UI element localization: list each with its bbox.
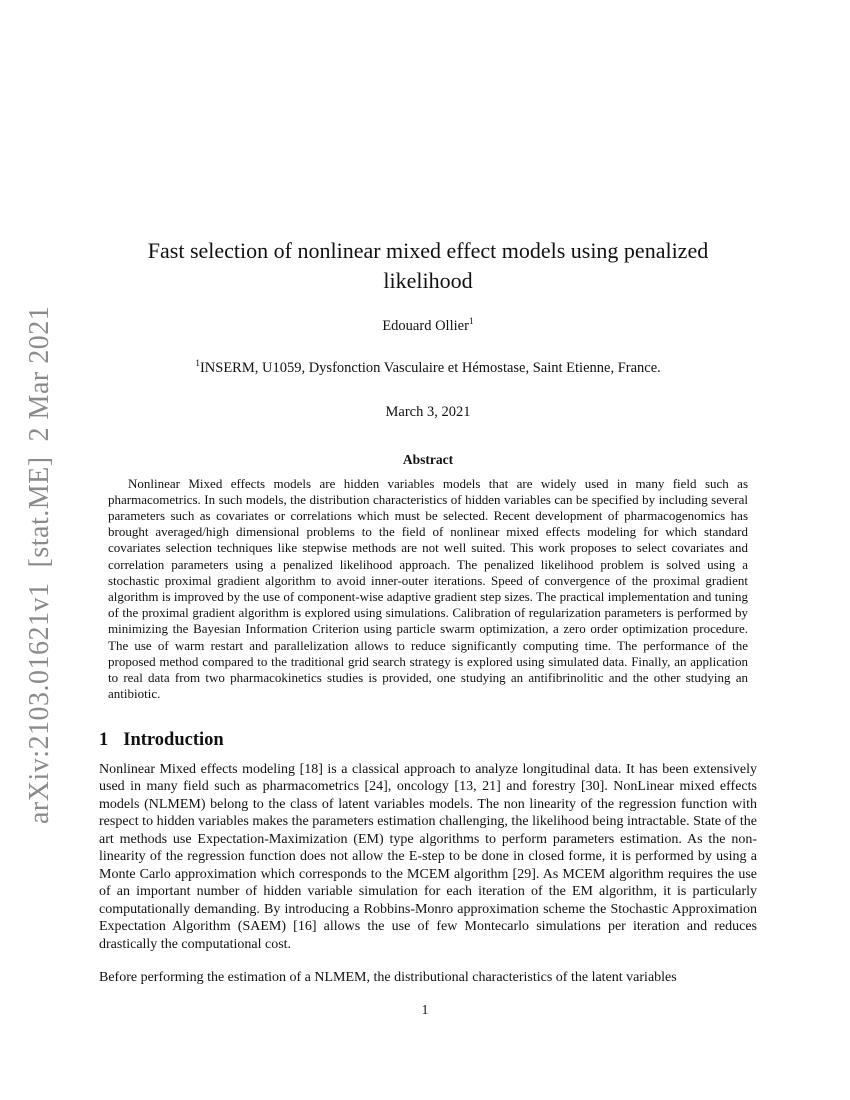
abstract-heading: Abstract [402, 451, 454, 467]
paper-title: Fast selection of nonlinear mixed effect models using penalized likelihood [147, 238, 709, 293]
section-heading [99, 728, 757, 752]
affiliation-line [99, 359, 757, 377]
affiliation-text: INSERM, U1059, Dysfonction Vasculaire et Hémostase, Saint Etienne, France. [199, 359, 661, 376]
section-number: 1 [99, 729, 109, 750]
date-line: March 3, 2021 [385, 403, 471, 420]
intro-paragraph-2: Before performing the estimation of a NLMEM, the distributional characteristics of the latent variables [99, 970, 677, 985]
author-name: Edouard Ollier [382, 317, 469, 334]
intro-paragraph-1: Nonlinear Mixed effects modeling [18] is a classical approach to analyze longitudinal data. It has been extensively used in many field such as pharmacometrics [24], oncology [13, 21] and forestry [30]. NonLinear mixed effects models (NLMEM) belong to the class of latent variables models. The non linearity of the regression function with respect to hidden variables makes the parameters estimation challenging, the likelihood being intractable. State of the art methods use Expectation-Maximization (EM) type algorithms to perform parameters estimation. As the non-linearity of the regression function does not allow the E-step to be done in closed forme, it is performed by using a Monte Carlo approximation which corresponds to the MCEM algorithm [29]. As MCEM algorithm requires the use of an important number of hidden variable simulation for each iteration of the EM algorithm, it is particularly computationally demanding. By introducing a Robbins-Monro approximation scheme the Stochastic Approximation Expectation Algorithm (SAEM) [16] allows the use of few Montecarlo simulations per iteration and reduces drastically the computational cost. [99, 761, 757, 952]
paper-content [99, 0, 757, 987]
author-line [99, 317, 757, 335]
arxiv-watermark: arXiv:2103.01621v1 [stat.ME] 2 Mar 2021 [24, 305, 55, 824]
affiliation-superscript: 1 [195, 358, 200, 369]
page-number: 1 [421, 1002, 429, 1017]
abstract-block [99, 452, 757, 703]
abstract-body: Nonlinear Mixed effects models are hidden variables models that are widely used in many field such as pharmacometrics. In such models, the distribution characteristics of hidden variables can be specified by including several parameters such as covariates or correlations which must be selected. Recent development of pharmacogenomics has brought averaged/high dimensional problems to the field of nonlinear mixed effects modeling for which standard covariates selection techniques like stepwise methods are not well suited. This work proposes to select covariates and correlation parameters using a penalized likelihood approach. The penalized likelihood problem is solved using a stochastic proximal gradient algorithm to avoid inner-outer iterations. Speed of convergence of the proximal gradient algorithm is improved by the use of component-wise adaptive gradient step sizes. The practical implementation and tuning of the proximal gradient algorithm is explored using simulations. Calibration of regularization parameters is performed by minimizing the Bayesian Information Criterion using particle swarm optimization, a zero order optimization procedure. The use of warm restart and parallelization allows to reduce significantly computing time. The performance of the proposed method compared to the traditional grid search strategy is explored using simulated data. Finally, an application to real data from two pharmacokinetics studies is provided, one studying an antifibrinolitic and the other studying an antibiotic. [108, 475, 748, 702]
author-superscript: 1 [468, 317, 474, 327]
section-title: Introduction [123, 729, 224, 750]
